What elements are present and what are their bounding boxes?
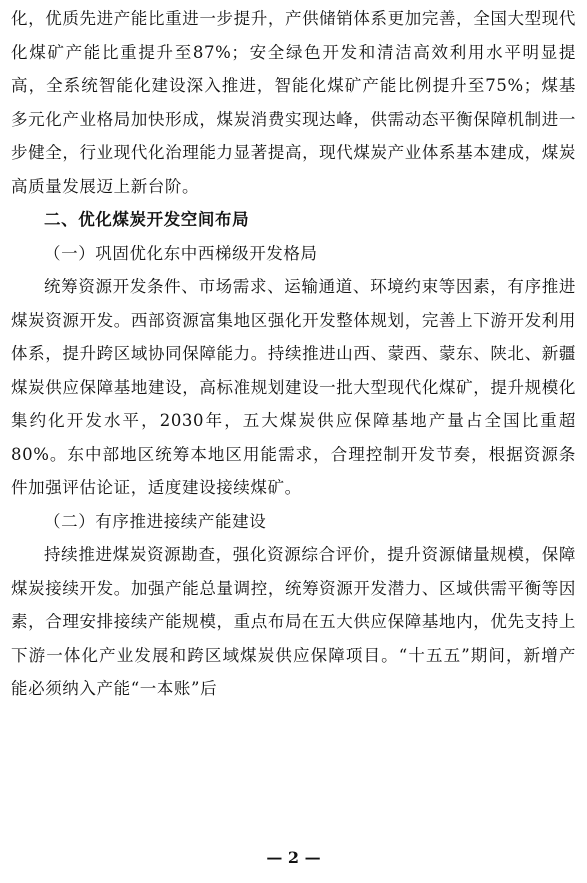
- subsection-body-1: 统筹资源开发条件、市场需求、运输通道、环境约束等因素，有序推进煤炭资源开发。西部资源富集地区强化开发整体规划，完善上下游开发利用体系，提升跨区域协同保障能力。持续推进山西、蒙西、蒙东、陕北、新疆煤炭供应保障基地建设，高标准规划建设一批大型现代化煤矿，提升规模化集约化开发水平，2030年，五大煤炭供应保障基地产量占全国比重超80%。东中部地区统筹本地区用能需求，合理控制开发节奏，根据资源条件加强评估论证，适度建设接续煤矿。: [11, 277, 576, 497]
- subsection-heading-1: （一）巩固优化东中西梯级开发格局: [44, 243, 318, 263]
- section-heading: 二、优化煤炭开发空间布局: [44, 210, 250, 229]
- paragraph-continuation: 化，优质先进产能比重进一步提升，产供储销体系更加完善，全国大型现代化煤矿产能比重提升至87%；安全绿色开发和清洁高效利用水平明显提高，全系统智能化建设深入推进，智能化煤矿产能比例提升至75%；煤基多元化产业格局加快形成，煤炭消费实现达峰，供需动态平衡保障机制进一步健全，行业现代化治理能力显著提高，现代煤炭产业体系基本建成，煤炭高质量发展迈上新台阶。: [11, 9, 576, 196]
- subsection-body-2: 持续推进煤炭资源勘查，强化资源综合评价，提升资源储量规模，保障煤炭接续开发。加强产能总量调控，统筹资源开发潜力、区域供需平衡等因素，合理安排接续产能规模，重点布局在五大供应保障基地内，优先支持上下游一体化产业发展和跨区域煤炭供应保障项目。“十五五”期间，新增产能必须纳入产能“一本账”后: [11, 545, 576, 698]
- subsection-heading-2: （二）有序推进接续产能建设: [44, 511, 267, 531]
- page-number: — 2 —: [266, 848, 321, 867]
- document-body: [11, 2, 576, 706]
